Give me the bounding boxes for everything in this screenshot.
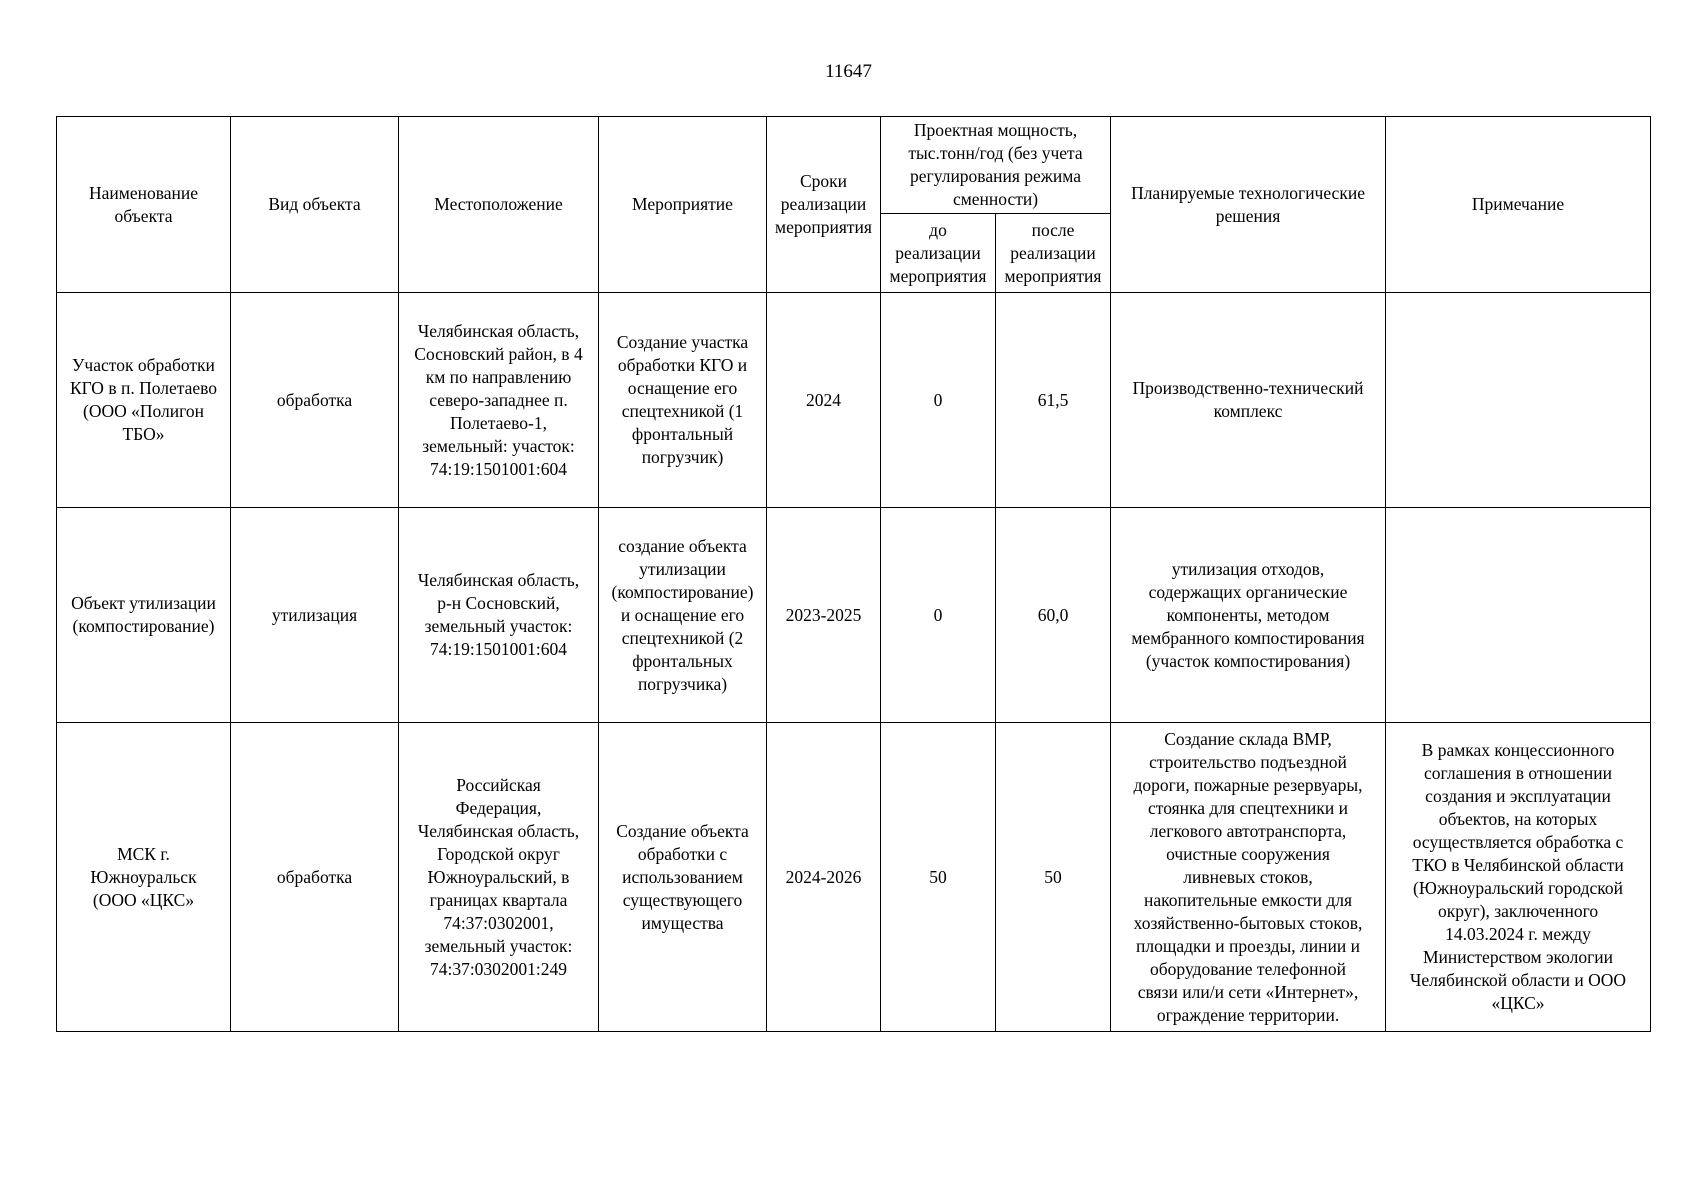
header-location: Местоположение — [399, 117, 599, 293]
header-period: Сроки реализации мероприятия — [767, 117, 881, 293]
page-number: 11647 — [825, 61, 872, 82]
cell-name: Участок обработки КГО в п. Полетаево (ООО «Полигон ТБО» — [57, 293, 231, 508]
cell-capacity-before: 50 — [881, 723, 996, 1032]
table-row — [57, 293, 1651, 508]
cell-period: 2023-2025 — [767, 508, 881, 723]
cell-capacity-after: 50 — [996, 723, 1111, 1032]
header-name: Наименование объекта — [57, 117, 231, 293]
cell-capacity-after: 60,0 — [996, 508, 1111, 723]
cell-tech: Создание склада ВМР, строительство подъездной дороги, пожарные резервуары, стоянка для спецтехники и легкового автотранспорта, очистные сооружения ливневых стоков, накопительные емкости для хозяйственно-бытовых стоков, площадки и проезды, линии и оборудование телефонной связи или/и сети «Интернет», ограждение территории. — [1111, 723, 1386, 1032]
cell-capacity-after: 61,5 — [996, 293, 1111, 508]
header-measure: Мероприятие — [599, 117, 767, 293]
cell-location: Российская Федерация, Челябинская область, Городской округ Южноуральский, в границах квартала 74:37:0302001, земельный участок: 74:37:0302001:249 — [399, 723, 599, 1032]
header-capacity-after: после реализации мероприятия — [996, 214, 1111, 293]
cell-capacity-before: 0 — [881, 508, 996, 723]
cell-type: обработка — [231, 723, 399, 1032]
cell-note — [1386, 508, 1651, 723]
header-type: Вид объекта — [231, 117, 399, 293]
cell-tech: утилизация отходов, содержащих органические компоненты, методом мембранного компостирования (участок компостирования) — [1111, 508, 1386, 723]
cell-capacity-before: 0 — [881, 293, 996, 508]
cell-note: В рамках концессионного соглашения в отношении создания и эксплуатации объектов, на которых осуществляется обработка с ТКО в Челябинской области (Южноуральский городской округ), заключенного 14.03.2024 г. между Министерством экологии Челябинской области и ООО «ЦКС» — [1386, 723, 1651, 1032]
cell-name: МСК г. Южноуральск (ООО «ЦКС» — [57, 723, 231, 1032]
cell-measure: Создание участка обработки КГО и оснащение его спецтехникой (1 фронтальный погрузчик) — [599, 293, 767, 508]
table-row — [57, 508, 1651, 723]
header-note: Примечание — [1386, 117, 1651, 293]
table-row — [57, 723, 1651, 1032]
cell-tech: Производственно-технический комплекс — [1111, 293, 1386, 508]
objects-table — [56, 116, 1651, 1032]
cell-note — [1386, 293, 1651, 508]
cell-name: Объект утилизации (компостирование) — [57, 508, 231, 723]
cell-measure: создание объекта утилизации (компостирование) и оснащение его спецтехникой (2 фронтальных погрузчика) — [599, 508, 767, 723]
header-capacity-before: до реализации мероприятия — [881, 214, 996, 293]
header-capacity: Проектная мощность, тыс.тонн/год (без учета регулирования режима сменности) — [881, 117, 1111, 214]
cell-location: Челябинская область, Сосновский район, в 4 км по направлению северо-западнее п. Полетаево-1, земельный: участок: 74:19:1501001:604 — [399, 293, 599, 508]
header-row — [57, 117, 1651, 214]
cell-type: утилизация — [231, 508, 399, 723]
cell-period: 2024-2026 — [767, 723, 881, 1032]
header-tech: Планируемые технологические решения — [1111, 117, 1386, 293]
cell-period: 2024 — [767, 293, 881, 508]
cell-location: Челябинская область, р-н Сосновский, земельный участок: 74:19:1501001:604 — [399, 508, 599, 723]
cell-type: обработка — [231, 293, 399, 508]
cell-measure: Создание объекта обработки с использованием существующего имущества — [599, 723, 767, 1032]
